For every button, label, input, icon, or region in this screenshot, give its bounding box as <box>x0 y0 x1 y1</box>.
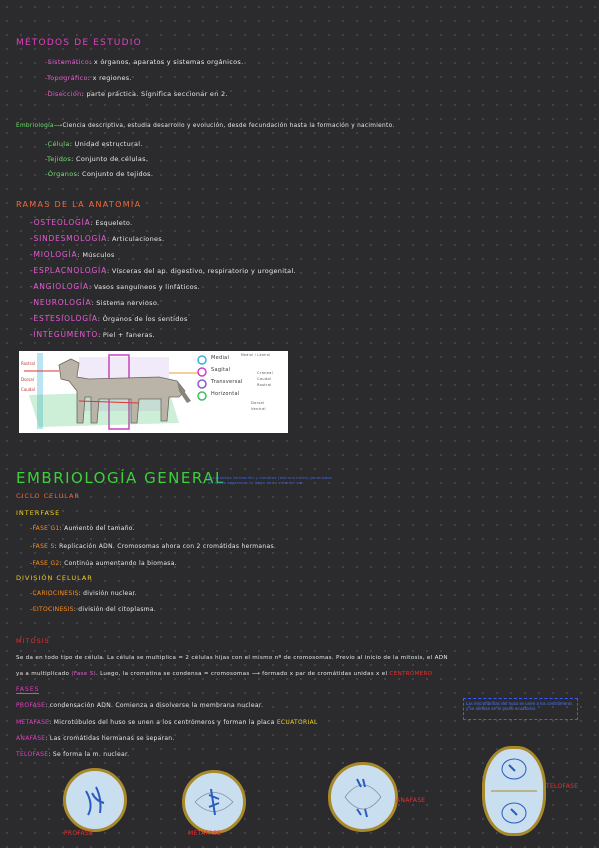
ciclo-title: CICLO CELULAR <box>16 492 81 500</box>
legend-sagital: Sagital <box>211 367 231 373</box>
fases-label: FASES <box>16 686 40 693</box>
metodos-item: -Sistemático: x órganos, aparatos y sistemas orgánicos. <box>45 58 244 66</box>
anafase-cell-diagram <box>328 762 398 832</box>
anatomical-planes-figure <box>19 351 288 433</box>
legend-top: Medial / Lateral <box>241 353 271 357</box>
metodos-item: -Disección: parte práctica. Significa seccionar en 2. <box>45 90 228 98</box>
ramas-item: -ANGIOLOGÍA: Vasos sanguíneos y linfáticos. <box>30 282 200 291</box>
horse-planes-illustration <box>19 351 288 433</box>
profase-cell-diagram <box>63 768 127 832</box>
legend-caudal: Caudal <box>257 377 272 381</box>
interfase-title: INTERFASE <box>16 509 61 517</box>
profase-label: PROFASE <box>64 830 94 837</box>
svg-text:Caudal: Caudal <box>21 387 35 392</box>
mitosis-line2: ya a multiplicado (Fase S). Luego, la cromatina se condensa = cromosomas ⟶ formado x par de cromátidas unidas x el CENTRÓMERO <box>16 671 433 677</box>
metodos-item: -Topográfico: x regiones. <box>45 74 132 82</box>
embriologia-item: -Célula: Unidad estructural. <box>45 140 143 148</box>
embriologia-general-title: EMBRIOLOGÍA GENERAL <box>16 469 225 487</box>
svg-text:Rostral: Rostral <box>21 361 35 366</box>
embriologia-general-note: Estudiamos formación y cambios (estructurales) generados en todos órganos a lo largo de la vida del ser. <box>208 476 333 485</box>
mitosis-title: MITOSIS <box>16 637 50 645</box>
legend-medial: Medial <box>211 355 230 361</box>
ramas-item: -SINDESMOLOGÍA: Articulaciones. <box>30 234 165 243</box>
fase-item: -FASE S: Replicación ADN. Cromosomas ahora con 2 cromátidas hermanas. <box>30 543 277 550</box>
anafase-label: ANAFASE <box>396 797 426 804</box>
metodos-title: MÉTODOS DE ESTUDIO <box>16 38 142 48</box>
mitosis-fase: TELOFASE: Se forma la m. nuclear. <box>16 751 130 758</box>
mitosis-fase: METAFASE: Microtúbulos del huso se unen a los centrómeros y forman la placa ECUATORIAL <box>16 719 318 726</box>
ramas-item: -NEUROLOGÍA: Sistema nervioso. <box>30 298 160 307</box>
mitosis-line1: Se da en todo tipo de célula. La célula se multiplica = 2 células hijas con el mismo nº de cromosomas. Previo al inicio de la mitosis, el ADN <box>16 655 448 661</box>
fase-item: -FASE G1: Aumento del tamaño. <box>30 525 135 532</box>
legend-ventral: Ventral <box>251 407 266 411</box>
metafase-label: METAFASE <box>188 830 222 837</box>
division-item: -CARIOCINESIS: división nuclear. <box>30 590 137 597</box>
legend-rostral: Rostral <box>257 383 272 387</box>
embriologia-item: -Tejidos: Conjunto de células. <box>45 155 149 163</box>
ramas-title: RAMAS DE LA ANATOMÍA <box>16 200 142 209</box>
fase-item: -FASE G2: Continúa aumentando la biomasa. <box>30 560 177 567</box>
ramas-item: -INTEGUMENTO: Piel + faneras. <box>30 330 155 339</box>
embriologia-definition: Embriología⟶Ciencia descriptiva, estudia desarrollo y evolución, desde fecundación hasta la formación y nacimiento. <box>16 123 395 129</box>
mitosis-side-note: Las microfibrillas del huso se unen a los centrómeros y se alinean en el plano ecuatorial. <box>463 698 578 720</box>
mitosis-fase: ANAFASE: Las cromátidas hermanas se separan. <box>16 735 175 742</box>
ramas-item: -OSTEOLOGÍA: Esqueleto. <box>30 218 133 227</box>
telofase-cell-diagram <box>482 746 546 836</box>
ramas-item: -ESTESIOLOGÍA: Órganos de los sentidos <box>30 314 188 323</box>
legend-craneal: Craneal <box>257 371 273 375</box>
legend-horizontal: Horizontal <box>211 391 240 397</box>
legend-transversal: Transversal <box>211 379 243 385</box>
metafase-cell-diagram <box>182 770 246 834</box>
ramas-item: -ESPLACNOLOGÍA: Vísceras del ap. digestivo, respiratorio y urogenital. <box>30 266 296 275</box>
legend-dorsal: Dorsal <box>251 401 265 405</box>
mitosis-fase: PROFASE: condensación ADN. Comienza a disolverse la membrana nuclear. <box>16 702 264 709</box>
svg-text:Dorsal: Dorsal <box>21 377 34 382</box>
division-title: DIVISIÓN CELULAR <box>16 574 93 582</box>
telofase-label: TELOFASE <box>546 783 579 790</box>
division-item: -CITOCINESIS: división del citoplasma. <box>30 606 157 613</box>
embriologia-item: -Órganos: Conjunto de tejidos. <box>45 170 154 178</box>
ramas-item: -MIOLOGÍA: Músculos <box>30 250 115 259</box>
